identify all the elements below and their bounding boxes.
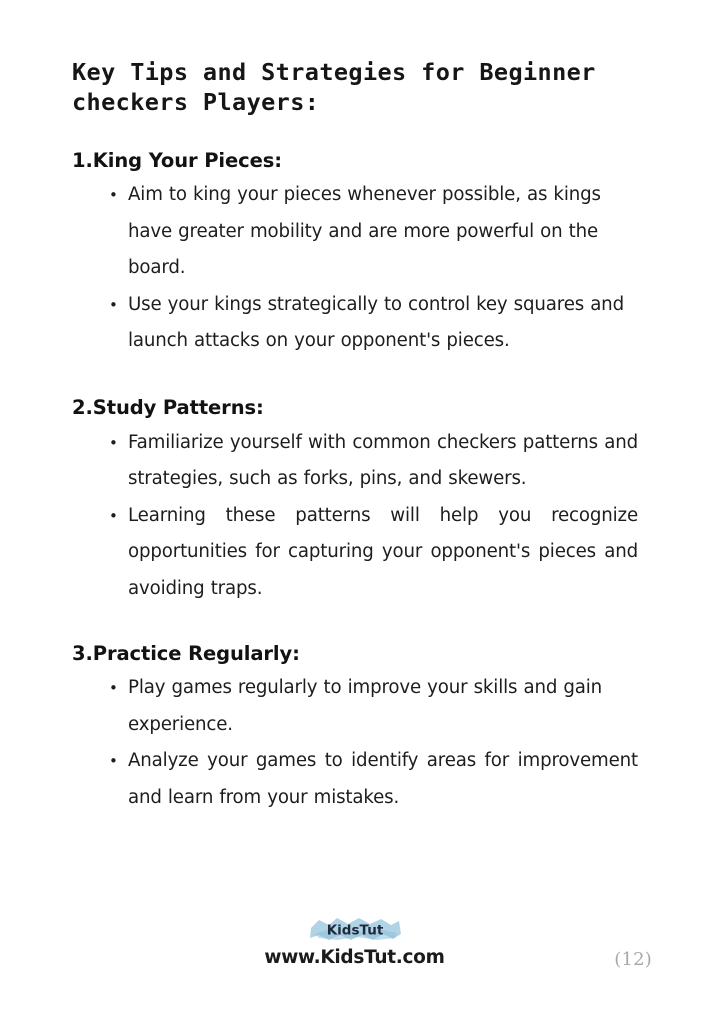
- list-item: [0, 743, 709, 816]
- page-title-line-2: checkers Players:: [72, 88, 320, 116]
- list-item: [0, 498, 709, 608]
- section-heading: 1.King Your Pieces:: [72, 149, 282, 172]
- page-title: [72, 57, 632, 117]
- brush-stroke-icon: [307, 914, 403, 944]
- page-footer: [0, 914, 709, 994]
- footer-row: [0, 947, 709, 979]
- kidstut-logo: [307, 914, 403, 944]
- logo-text: KidsTut: [326, 922, 383, 939]
- list-item-text: Learning these patterns will help you recognize opportunities for capturing your opponent's pieces and avoiding traps.: [128, 504, 638, 599]
- section-heading: 3.Practice Regularly:: [72, 642, 300, 665]
- bullet-dot: •: [109, 679, 118, 697]
- page-number: (12): [614, 949, 652, 970]
- list-item: [0, 670, 709, 743]
- bullet-dot: •: [109, 186, 118, 204]
- bullet-dot: •: [109, 752, 118, 770]
- section-practice-regularly: [0, 607, 709, 816]
- list-item: [0, 177, 709, 287]
- document-body: [0, 148, 709, 816]
- section-study-patterns: [0, 360, 709, 608]
- bullet-dot: •: [109, 506, 118, 525]
- page-title-line-1: Key Tips and Strategies for Beginner: [72, 58, 596, 86]
- list-item: [0, 287, 709, 360]
- list-item-text: Familiarize yourself with common checkers patterns and strategies, such as forks, pins, and skewers.: [128, 431, 638, 489]
- bullet-dot: •: [109, 433, 118, 452]
- list-item: [0, 425, 709, 498]
- bullet-list: [0, 421, 709, 608]
- section-heading: 2.Study Patterns:: [72, 395, 264, 419]
- list-item-text: Use your kings strategically to control key squares and launch attacks on your opponent's pieces.: [128, 293, 624, 351]
- list-item-text: Aim to king your pieces whenever possible, as kings have greater mobility and are more powerful on the board.: [128, 184, 601, 278]
- section-king-your-pieces: [0, 148, 709, 360]
- bullet-list: [0, 174, 709, 360]
- site-url[interactable]: www.KidsTut.com: [264, 947, 445, 968]
- list-item-text: Analyze your games to identify areas for improvement and learn from your mistakes.: [128, 750, 638, 808]
- bullet-dot: •: [109, 295, 118, 314]
- list-item-text: Play games regularly to improve your skills and gain experience.: [128, 677, 603, 735]
- bullet-list: [0, 667, 709, 816]
